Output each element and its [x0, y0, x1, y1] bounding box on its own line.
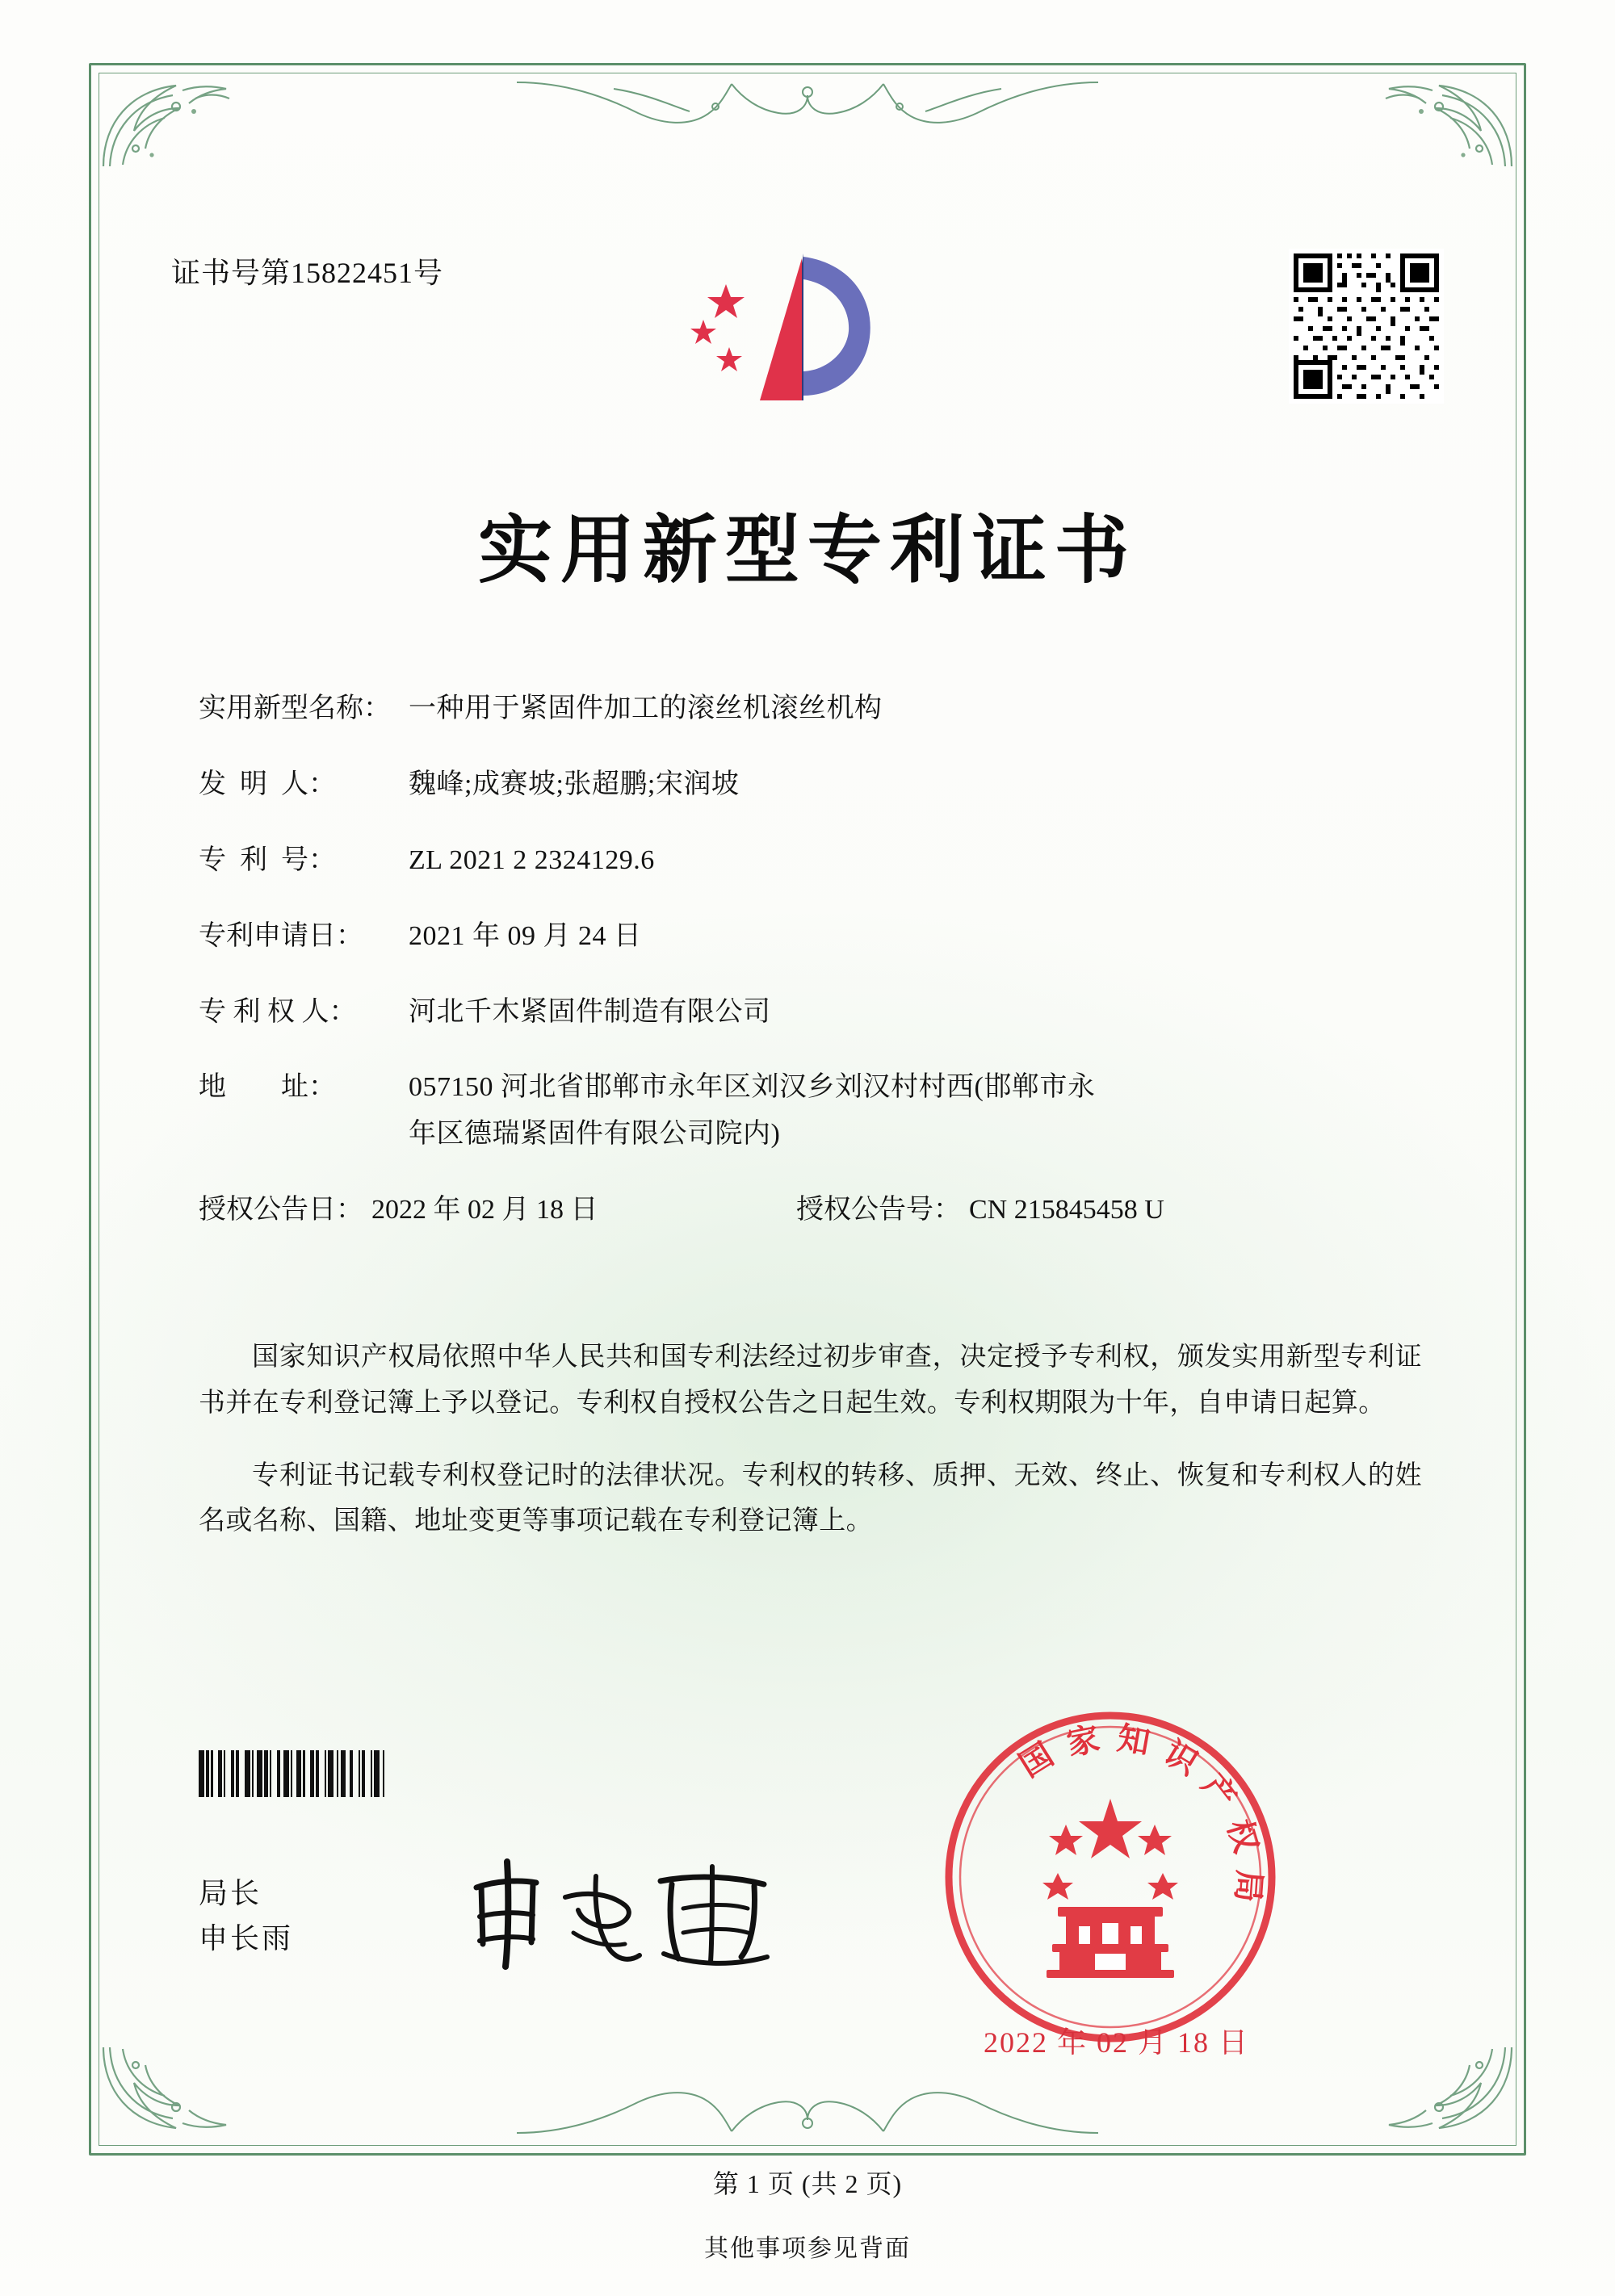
field-row-patentee	[199, 994, 1418, 1031]
top-ornament-icon	[517, 74, 1098, 147]
field-value: 2022 年 02 月 18 日	[371, 1195, 598, 1226]
field-label: 授权公告日：	[199, 1195, 363, 1226]
field-value: 一种用于紧固件加工的滚丝机滚丝机构	[409, 693, 883, 723]
paragraph-2: 专利证书记载专利权登记时的法律状况。专利权的转移、质押、无效、终止、恢复和专利权人的姓名或名称、国籍、地址变更等事项记载在专利登记簿上。	[199, 1460, 1422, 1536]
field-label: 专利申请日：	[199, 920, 363, 951]
field-label: 地 址：	[199, 1072, 336, 1103]
barcode-bar	[384, 1750, 388, 1797]
legal-text	[199, 1308, 1422, 1559]
barcode-bar	[213, 1750, 219, 1797]
barcode-bar	[271, 1750, 277, 1797]
barcode-bar	[283, 1750, 289, 1797]
page-title: 实用新型专利证书	[477, 506, 1137, 593]
cnipa-logo-icon	[682, 242, 892, 420]
field-row-patent-number	[199, 842, 1418, 879]
barcode-bar	[305, 1750, 311, 1797]
certificate-number: 证书号第15822451号	[171, 257, 444, 289]
seal-date: 2022 年 02 月 18 日	[984, 2026, 1250, 2059]
grant-number-cell	[796, 1192, 1164, 1229]
field-value: 魏峰;成赛坡;张超鹏;宋润坡	[409, 769, 740, 799]
field-label: 发 明 人：	[199, 769, 336, 799]
barcode-bar	[225, 1750, 231, 1797]
signature-handwriting-icon	[452, 1849, 791, 1978]
barcode-bar	[257, 1750, 262, 1797]
bottom-ornament-icon	[517, 2068, 1098, 2141]
barcode-bar	[239, 1750, 245, 1797]
barcode	[199, 1750, 612, 1797]
field-row-grant	[199, 1192, 1418, 1229]
field-label: 专 利 号：	[199, 844, 336, 875]
field-row-address	[199, 1069, 1418, 1153]
official-seal	[937, 1703, 1284, 2051]
barcode-bar	[328, 1750, 333, 1797]
field-label: 专 利 权 人：	[199, 996, 357, 1027]
svg-text:国 家 知 识 产 权 局: 国 家 知 识 产 权 局	[1012, 1719, 1269, 1905]
barcode-bar	[374, 1750, 380, 1797]
barcode-bar	[319, 1750, 325, 1797]
field-label: 实用新型名称：	[199, 693, 391, 723]
backside-note: 其他事项参见背面	[704, 2235, 911, 2262]
grant-date-cell	[199, 1192, 796, 1229]
field-label: 授权公告号：	[796, 1195, 961, 1226]
paragraph-1: 国家知识产权局依照中华人民共和国专利法经过初步审查，决定授予专利权，颁发实用新型专利证书并在专利登记簿上予以登记。专利权自授权公告之日起生效。专利权期限为十年，自申请日起算。	[199, 1343, 1422, 1418]
barcode-bar	[365, 1750, 371, 1797]
director-title: 局长	[199, 1877, 262, 1909]
address-line-1: 057150 河北省邯郸市永年区刘汉乡刘汉村村西(邯郸市永	[409, 1072, 1096, 1103]
qr-code	[1289, 249, 1444, 404]
field-value-address	[409, 1069, 1418, 1153]
address-line-2: 年区德瑞紧固件有限公司院内)	[409, 1119, 781, 1150]
director-block	[199, 1871, 293, 1962]
field-row-filing-date	[199, 918, 1418, 955]
field-value: CN 215845458 U	[969, 1195, 1164, 1226]
barcode-bar	[296, 1750, 302, 1797]
director-name: 申长雨	[199, 1921, 294, 1955]
field-list	[199, 690, 1418, 1263]
barcode-bar	[353, 1750, 359, 1797]
field-row-inventors	[199, 766, 1418, 803]
field-row-name	[199, 690, 1418, 727]
page-number: 第 1 页 (共 2 页)	[712, 2169, 903, 2198]
barcode-bar	[245, 1750, 250, 1797]
field-value: 河北千木紧固件制造有限公司	[409, 996, 771, 1027]
field-value: ZL 2021 2 2324129.6	[409, 844, 655, 875]
barcode-bar	[199, 1750, 204, 1797]
field-value: 2021 年 09 月 24 日	[409, 920, 642, 951]
barcode-bar	[341, 1750, 346, 1797]
